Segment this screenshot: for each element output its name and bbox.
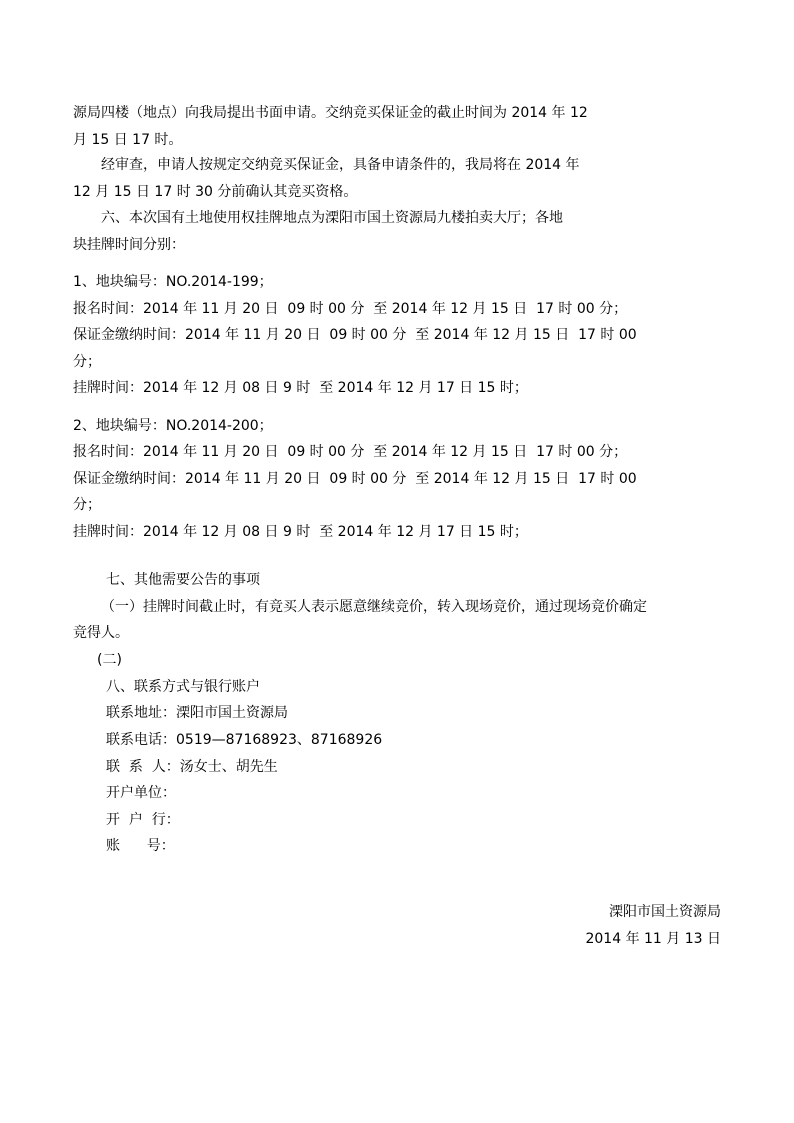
plot-1-listing: 挂牌时间：2014 年 12 月 08 日 9 时 至 2014 年 12 月 17 日 15 时； xyxy=(73,380,528,396)
section6-line-1: 六、本次国有土地使用权挂牌地点为溧阳市国土资源局九楼拍卖大厅；各地 xyxy=(101,210,563,226)
account-number: 账 号： xyxy=(106,838,175,854)
account-bank: 开 户 行： xyxy=(106,812,180,828)
contact-person: 联 系 人：汤女士、胡先生 xyxy=(106,759,278,775)
section7-item1-line-2: 竞得人。 xyxy=(73,625,129,641)
signature-date: 2014 年 11 月 13 日 xyxy=(585,931,721,947)
section8-heading: 八、联系方式与银行账户 xyxy=(106,679,260,695)
plot-2-deposit-line-1: 保证金缴纳时间：2014 年 11 月 20 日 09 时 00 分 至 2014 年 12 月 15 日 17 时 00 xyxy=(73,471,637,487)
plot-1-deposit-line-1: 保证金缴纳时间：2014 年 11 月 20 日 09 时 00 分 至 2014 年 12 月 15 日 17 时 00 xyxy=(73,327,637,343)
contact-phone: 联系电话：0519—87168923、87168926 xyxy=(106,732,383,748)
plot-2-number: 2、地块编号：NO.2014-200； xyxy=(73,418,273,434)
contact-address: 联系地址：溧阳市国土资源局 xyxy=(106,705,288,721)
plot-1-deposit-line-2: 分； xyxy=(73,354,101,370)
plot-2-listing: 挂牌时间：2014 年 12 月 08 日 9 时 至 2014 年 12 月 17 日 15 时； xyxy=(73,524,528,540)
section7-heading: 七、其他需要公告的事项 xyxy=(106,572,260,588)
account-unit: 开户单位： xyxy=(106,785,176,801)
signature-org: 溧阳市国土资源局 xyxy=(609,904,721,920)
section7-item2: (二) xyxy=(97,652,122,668)
section7-item1-line-1: （一）挂牌时间截止时，有竞买人表示愿意继续竞价，转入现场竞价，通过现场竞价确定 xyxy=(101,599,647,615)
intro-line-3: 经审查，申请人按规定交纳竞买保证金，具备申请条件的，我局将在 2014 年 xyxy=(101,157,580,173)
intro-line-1: 源局四楼（地点）向我局提出书面申请。交纳竞买保证金的截止时间为 2014 年 12 xyxy=(73,105,588,121)
intro-line-2: 月 15 日 17 时。 xyxy=(73,132,183,148)
intro-line-4: 12 月 15 日 17 时 30 分前确认其竞买资格。 xyxy=(73,184,358,200)
plot-2-deposit-line-2: 分； xyxy=(73,497,101,513)
section6-line-2: 块挂牌时间分别： xyxy=(73,237,185,253)
plot-1-registration: 报名时间：2014 年 11 月 20 日 09 时 00 分 至 2014 年 12 月 15 日 17 时 00 分； xyxy=(73,301,628,317)
plot-1-number: 1、地块编号：NO.2014-199； xyxy=(73,274,273,290)
plot-2-registration: 报名时间：2014 年 11 月 20 日 09 时 00 分 至 2014 年 12 月 15 日 17 时 00 分； xyxy=(73,444,628,460)
